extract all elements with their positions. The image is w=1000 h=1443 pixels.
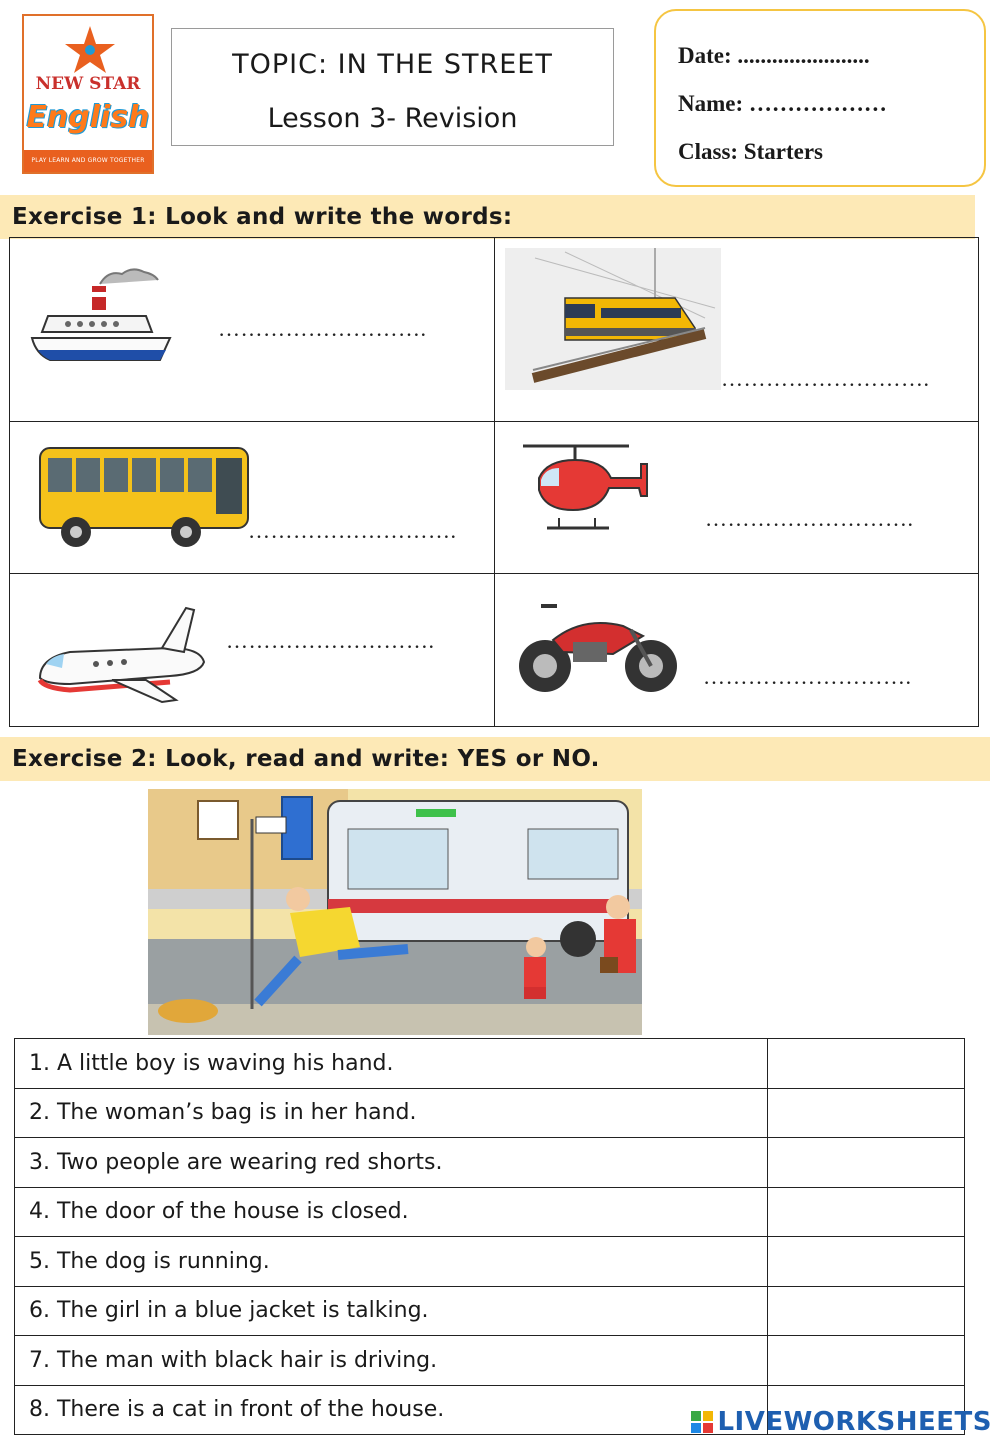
class-label: Class: Starters [678,139,823,164]
date-field[interactable]: Date: ....................... [678,43,870,68]
logo-name-line1: NEW STAR [35,74,141,94]
liveworksheets-logo-icon [691,1411,713,1433]
exercise1-grid [9,237,979,727]
ex1-blank-ship[interactable]: ………………………. [218,316,427,341]
name-field[interactable]: Name: ……………… [678,91,887,116]
ex1-cell-helicopter [495,422,979,574]
answer-cell[interactable] [768,1187,965,1237]
ex1-cell-train [495,238,979,422]
ex1-blank-helicopter[interactable]: ………………………. [705,506,914,531]
ex1-blank-bus[interactable]: ………………………. [248,518,457,543]
table-row [15,1039,965,1089]
answer-cell[interactable] [768,1088,965,1138]
lesson-title: Lesson 3- Revision [267,103,518,134]
sentence-text: 5. The dog is running. [15,1237,768,1287]
table-row [15,1237,965,1287]
ex1-blank-plane[interactable]: ………………………. [226,628,435,653]
exercise2-title: Exercise 2: Look, read and write: YES or NO. [0,737,990,781]
ex1-blank-train[interactable]: ………………………. [721,366,930,391]
bus-icon [36,440,266,550]
motorbike-icon [513,600,683,700]
answer-cell[interactable] [768,1336,965,1386]
new-star-english-logo [22,14,154,174]
sentence-text: 8. There is a cat in front of the house. [15,1385,768,1435]
student-info-box [654,9,986,187]
table-row [15,1286,965,1336]
table-row [15,1088,965,1138]
plane-icon [32,604,212,704]
ex1-cell-motorbike [495,574,979,726]
sentence-text: 2. The woman’s bag is in her hand. [15,1088,768,1138]
sentence-text: 1. A little boy is waving his hand. [15,1039,768,1089]
yes-no-table [14,1038,965,1435]
logo-name-line2: English [26,100,150,135]
answer-cell[interactable] [768,1237,965,1287]
train-icon [505,248,721,390]
title-box [171,28,614,146]
watermark-text: LIVEWORKSHEETS [717,1407,992,1437]
liveworksheets-watermark [691,1407,992,1437]
sentence-text: 4. The door of the house is closed. [15,1187,768,1237]
helicopter-icon [519,438,649,548]
street-scene-illustration [148,789,642,1035]
table-row [15,1138,965,1188]
answer-cell[interactable] [768,1138,965,1188]
ex1-cell-bus [10,422,495,574]
ship-icon [28,256,178,376]
sentence-text: 6. The girl in a blue jacket is talking. [15,1286,768,1336]
star-icon [24,20,156,80]
answer-cell[interactable] [768,1286,965,1336]
table-row [15,1336,965,1386]
sentence-text: 7. The man with black hair is driving. [15,1336,768,1386]
ex1-cell-ship [10,238,495,422]
exercise1-title: Exercise 1: Look and write the words: [0,195,975,239]
table-row [15,1187,965,1237]
logo-tagline: PLAY LEARN AND GROW TOGETHER [24,150,152,172]
sentence-text: 3. Two people are wearing red shorts. [15,1138,768,1188]
ex1-blank-motorbike[interactable]: ………………………. [703,664,912,689]
answer-cell[interactable] [768,1039,965,1089]
topic-title: TOPIC: IN THE STREET [232,49,553,80]
ex1-cell-plane [10,574,495,726]
